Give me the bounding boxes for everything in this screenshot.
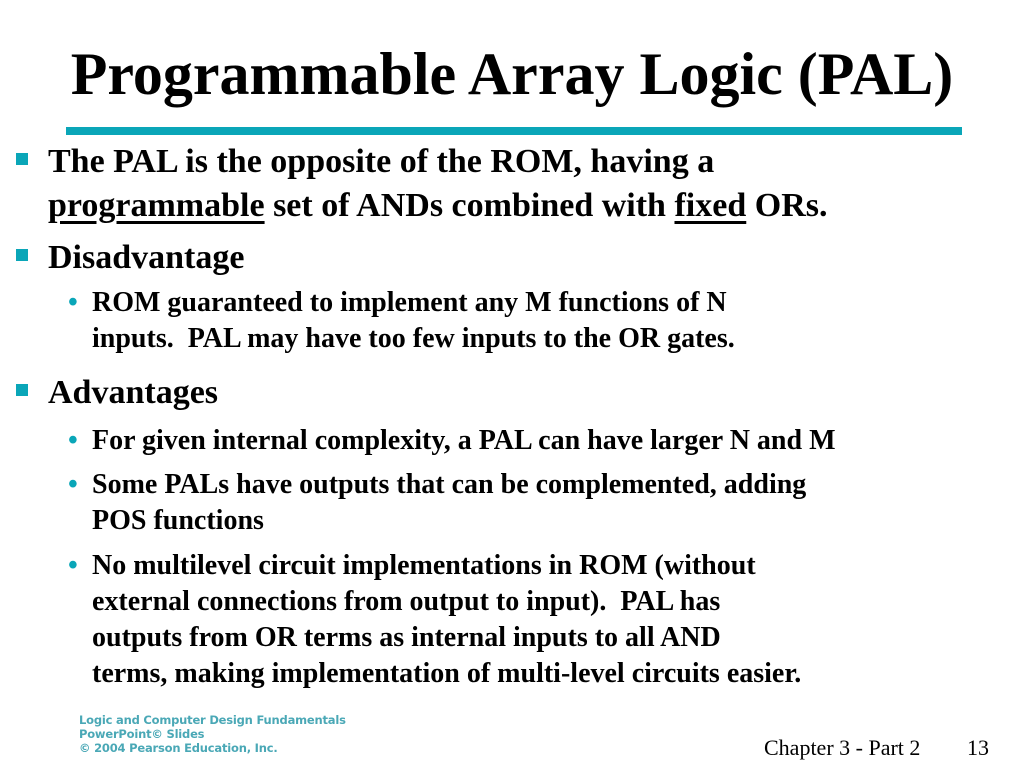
bullet-text-fragment: set of ANDs combined with (264, 187, 675, 224)
sub-bullet-text-line: Some PALs have outputs that can be complemented, adding (92, 469, 807, 500)
sub-bullet-text-line: terms, making implementation of multi-level circuits easier. (92, 658, 802, 689)
title-underline-bar (66, 127, 962, 135)
bullet-text-line: The PAL is the opposite of the ROM, having a (48, 143, 715, 180)
square-bullet-icon (16, 384, 28, 396)
sub-bullet-text-line: No multilevel circuit implementations in ROM (without (92, 550, 756, 581)
sub-bullet-text-line: ROM guaranteed to implement any M functions of N (92, 287, 727, 318)
sub-bullet-text-line: For given internal complexity, a PAL can have larger N and M (92, 425, 836, 456)
sub-bullet-text-line: inputs. PAL may have too few inputs to the OR gates. (92, 323, 735, 354)
page-number: 13 (967, 735, 989, 760)
sub-bullet-text-line: external connections from output to input). PAL has (92, 586, 721, 617)
dot-bullet-icon: • (68, 550, 78, 581)
sub-bullet-complemented-outputs (68, 467, 807, 539)
logo-line: © 2004 Pearson Education, Inc. (79, 741, 278, 755)
logo-line: PowerPoint© Slides (79, 727, 205, 741)
sub-bullet-text-line: outputs from OR terms as internal inputs to all AND (92, 622, 721, 653)
bullet-text-line (48, 184, 828, 228)
bullet-disadvantage (48, 236, 244, 280)
bullet-heading: Advantages (48, 374, 219, 411)
chapter-label: Chapter 3 - Part 2 (764, 735, 921, 760)
bullet-pal-opposite-rom (48, 140, 828, 228)
square-bullet-icon (16, 249, 28, 261)
logo-line: Logic and Computer Design Fundamentals (79, 713, 346, 727)
bullet-text-fragment: ORs. (746, 187, 828, 224)
bullet-advantages (48, 371, 218, 415)
square-bullet-icon (16, 153, 28, 165)
sub-bullet-text-line: POS functions (92, 505, 264, 536)
underlined-word: programmable (48, 187, 265, 224)
sub-bullet-larger-n-m (68, 423, 836, 459)
bullet-heading: Disadvantage (48, 239, 245, 276)
slide-title: Programmable Array Logic (PAL) (70, 41, 954, 107)
sub-bullet-multilevel-circuits (68, 548, 802, 692)
underlined-word: fixed (674, 187, 747, 224)
dot-bullet-icon: • (68, 469, 78, 500)
dot-bullet-icon: • (68, 425, 78, 456)
sub-bullet-rom-guaranteed (68, 285, 735, 357)
dot-bullet-icon: • (68, 287, 78, 318)
publisher-logo-text (79, 713, 346, 755)
